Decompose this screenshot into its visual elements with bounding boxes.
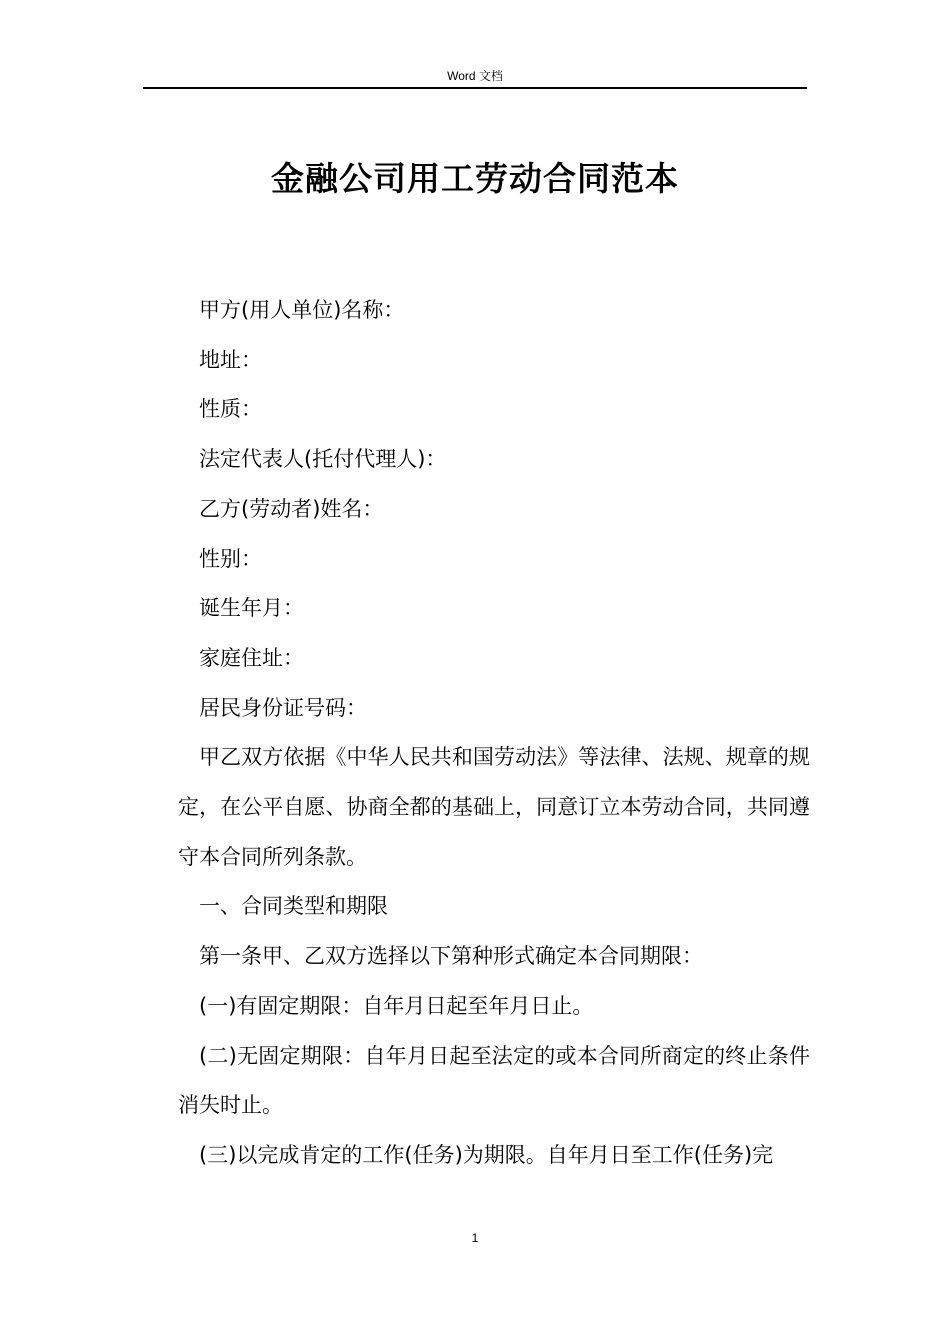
paragraph-preamble: 甲乙双方依据《中华人民共和国劳动法》等法律、法规、规章的规定，在公平自愿、协商全都的基础上，同意订立本劳动合同，共同遵守本合同所列条款。 [178, 745, 810, 869]
paragraph-party-b-name: 乙方(劳动者)姓名： [199, 496, 384, 521]
paragraph-legal-representative: 法定代表人(托付代理人)： [199, 447, 447, 472]
header-label: Word 文档 [447, 69, 503, 83]
paragraph-id-number: 居民身份证号码： [199, 695, 367, 720]
paragraph-open-term: (二)无固定期限：自年月日起至法定的或本合同所商定的终止条件消失时止。 [178, 1043, 810, 1118]
paragraph-article-1: 第一条甲、乙双方选择以下第种形式确定本合同期限： [199, 944, 703, 969]
paragraph-task-term: (三)以完成肯定的工作(任务)为期限。自年月日至工作(任务)完 [199, 1142, 774, 1167]
paragraph-home-address: 家庭住址： [199, 645, 304, 670]
paragraph-fixed-term: (一)有固定期限：自年月日起至年月日止。 [199, 993, 594, 1018]
paragraph-address: 地址： [199, 347, 262, 372]
paragraph-birth-date: 诞生年月： [199, 596, 304, 621]
page-number: 1 [471, 1231, 479, 1245]
document-body [178, 286, 810, 1181]
paragraph-party-a-name: 甲方(用人单位)名称： [199, 298, 405, 322]
header-divider [143, 87, 807, 89]
document-title: 金融公司用工劳动合同范本 [271, 159, 679, 198]
paragraph-gender: 性别： [199, 546, 262, 571]
paragraph-nature: 性质： [199, 397, 262, 422]
section-heading-contract-type: 一、合同类型和期限 [199, 894, 388, 919]
